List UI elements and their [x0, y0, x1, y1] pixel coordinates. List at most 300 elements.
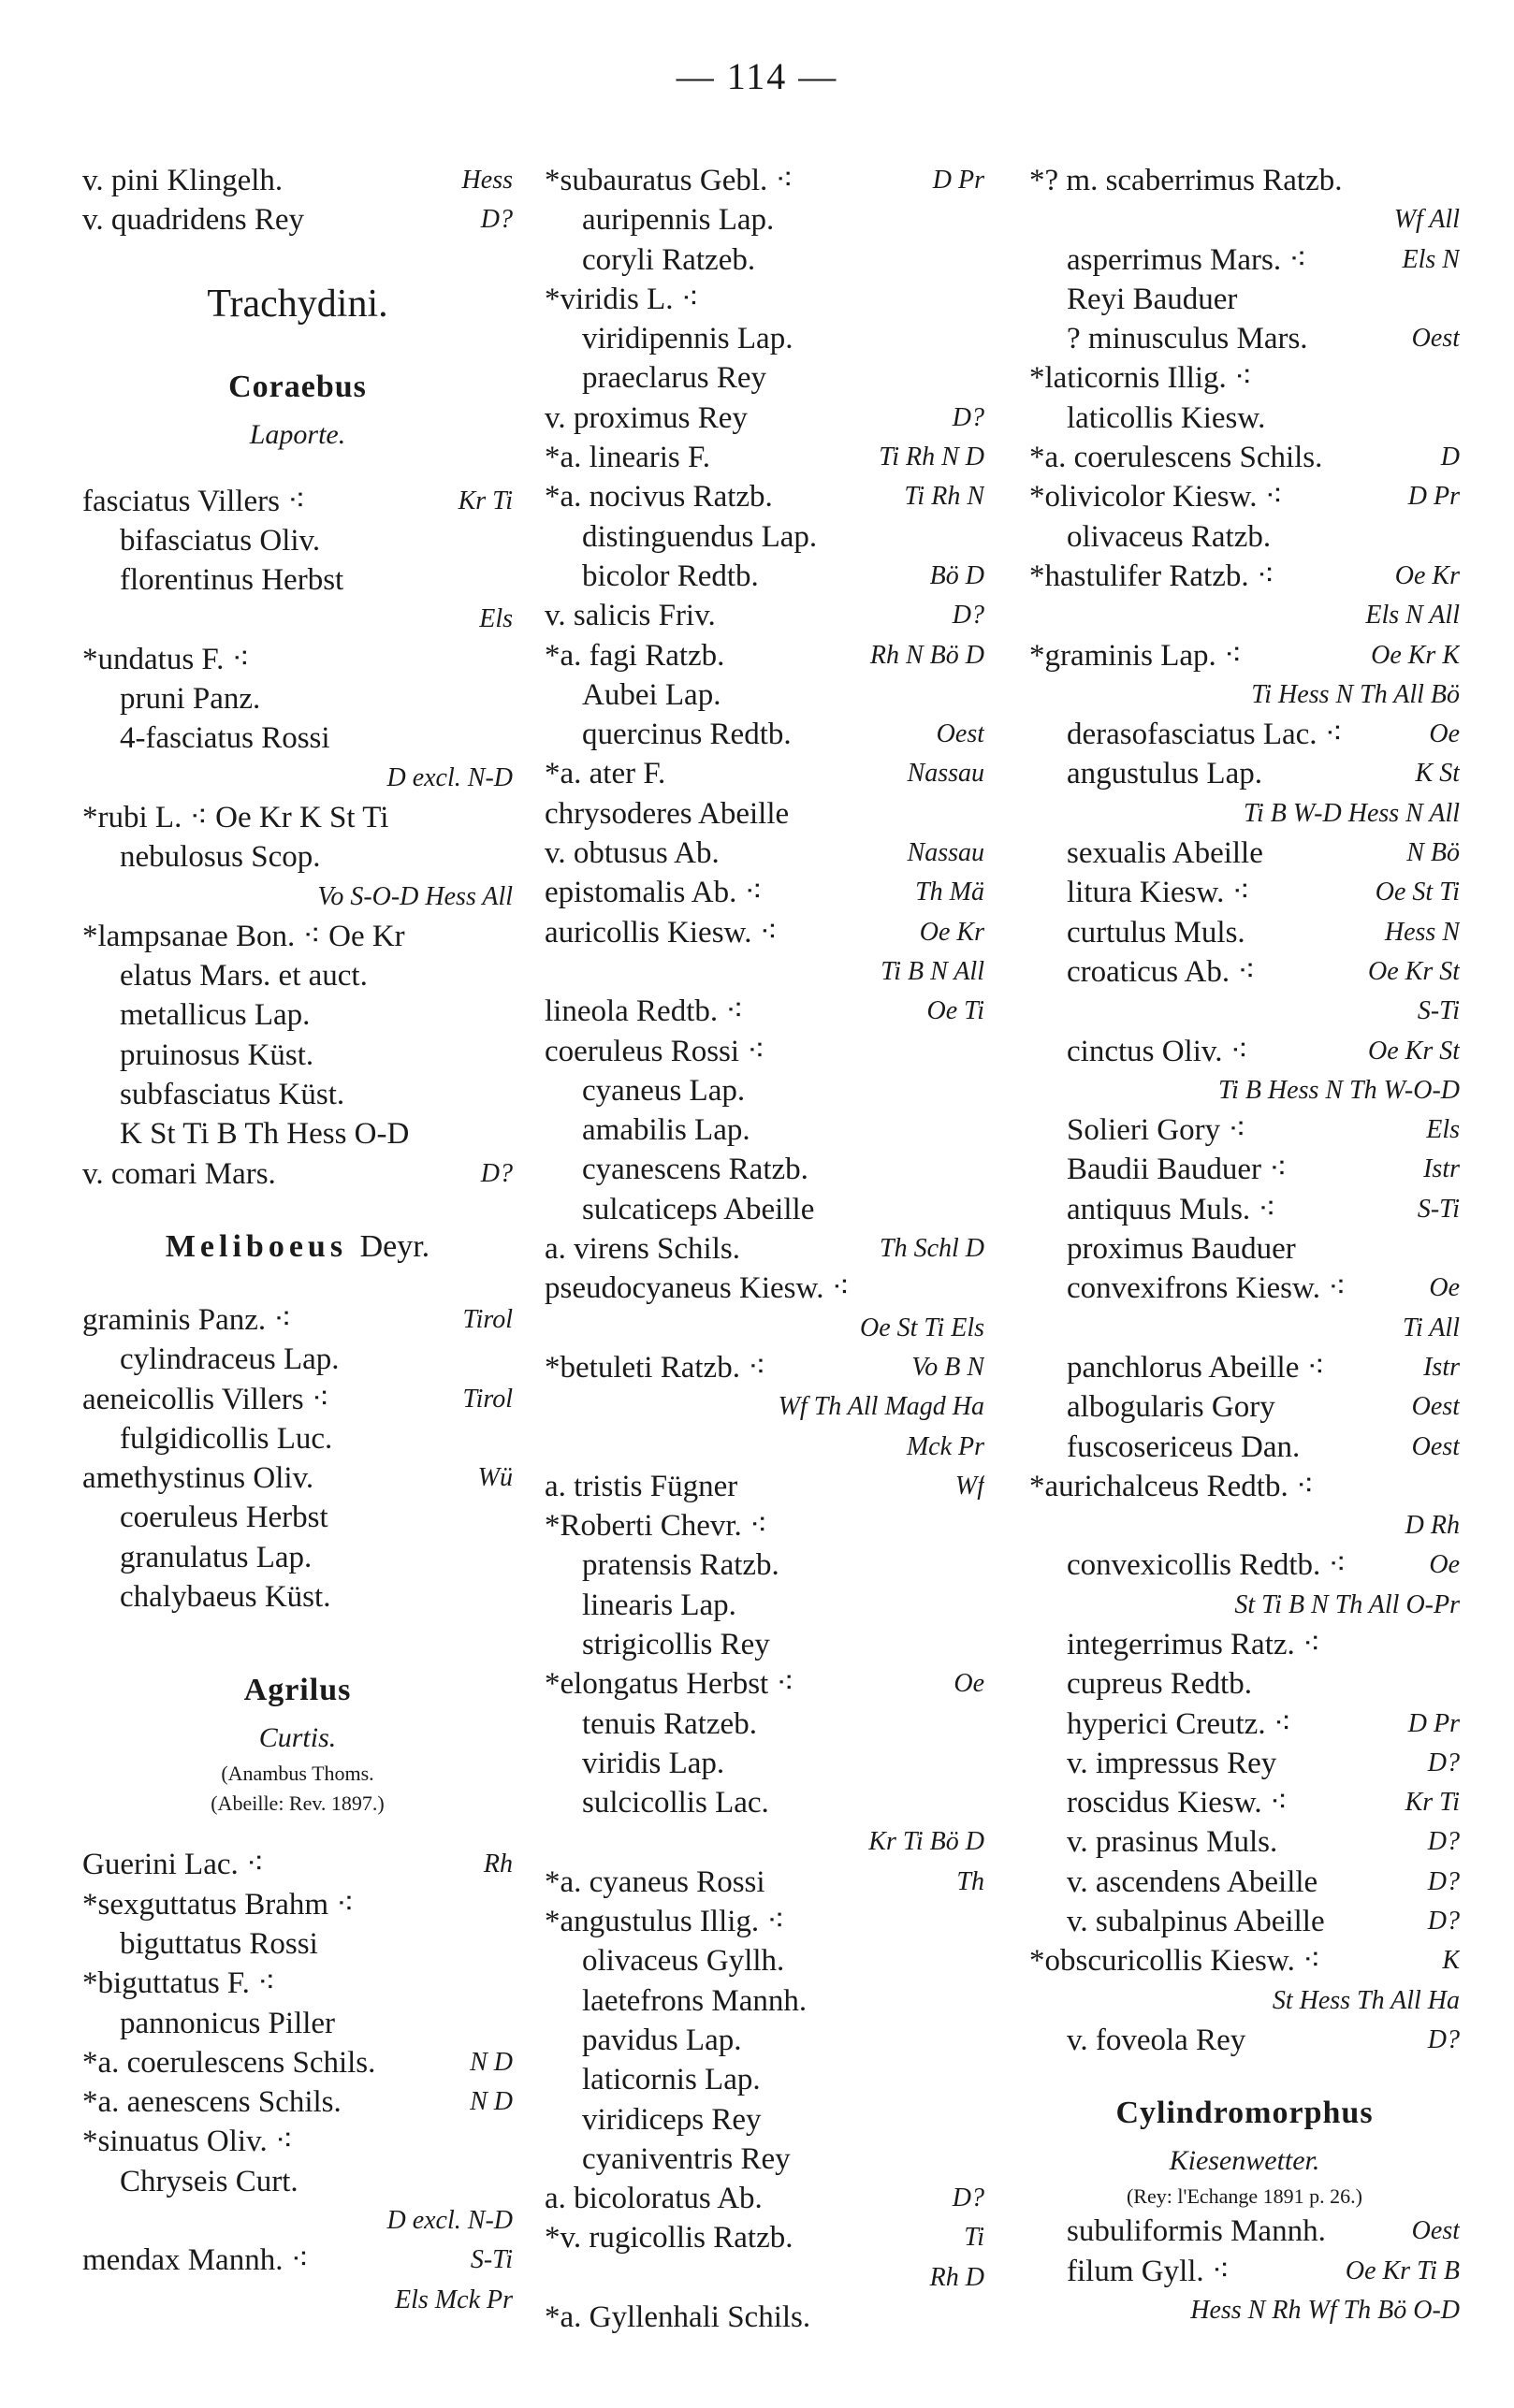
distribution: N Bö [1406, 838, 1460, 868]
genus-name: Meliboeus [165, 1228, 348, 1264]
species-line [545, 596, 984, 635]
distribution: Ti B W-D Hess N All [1243, 798, 1460, 828]
species-name: fasciatus Villers ⁖ [82, 484, 306, 518]
genus-heading-cylindromorphus: Cylindromorphus [1115, 2096, 1374, 2131]
species-line [1029, 1190, 1460, 1229]
species-name: chrysoderes Abeille [545, 796, 790, 831]
species-name: *aurichalceus Redtb. ⁖ [1029, 1469, 1315, 1503]
distribution: Nassau [907, 838, 984, 868]
distribution: Oe Kr K [1371, 640, 1460, 670]
species-name: angustulus Lap. [1067, 757, 1262, 791]
species-line [82, 200, 513, 239]
species-line [82, 878, 513, 917]
species-name: *a. fagi Ratzb. [545, 638, 725, 673]
distribution: D? [480, 205, 513, 235]
species-line [545, 1229, 984, 1269]
distribution: Oe St Ti Els [859, 1313, 984, 1342]
species-name: hyperici Creutz. ⁖ [1067, 1706, 1292, 1741]
species-line [1029, 1428, 1460, 1467]
species-line [82, 600, 513, 639]
distribution: D excl. N-D [386, 762, 513, 792]
species-line [82, 1300, 513, 1340]
species-line [1029, 358, 1460, 398]
species-name: *? m. scaberrimus Ratzb. [1029, 164, 1343, 197]
species-line [82, 2162, 513, 2201]
species-line [545, 1071, 984, 1110]
species-name: chalybaeus Küst. [120, 1580, 331, 1615]
species-name: filum Gyll. ⁖ [1067, 2254, 1230, 2288]
distribution: D Pr [932, 166, 984, 195]
distribution: Els [1426, 1115, 1460, 1145]
species-line [545, 2060, 984, 2099]
species-name: Guerini Lac. ⁖ [82, 1848, 265, 1882]
species-line [1029, 2212, 1460, 2251]
species-line [545, 1032, 984, 1071]
species-line [545, 1110, 984, 1150]
species-line [1029, 1981, 1460, 2021]
species-name: amabilis Lap. [582, 1113, 750, 1148]
species-line [545, 1625, 984, 1664]
species-name: curtulus Muls. [1067, 915, 1245, 950]
distribution: Oe [1429, 1550, 1460, 1580]
species-name: v. impressus Rey [1067, 1746, 1277, 1780]
page-number: — 114 — [676, 55, 838, 97]
species-line [1029, 1348, 1460, 1387]
species-line [1029, 557, 1460, 596]
species-name: Reyi Bauduer [1067, 282, 1238, 316]
genus-heading-agrilus: Agrilus [243, 1673, 352, 1708]
species-line [545, 2179, 984, 2218]
species-line [1029, 1467, 1460, 1506]
species-name: olivaceus Gyllh. [582, 1944, 785, 1979]
species-line [545, 992, 984, 1031]
species-name: panchlorus Abeille ⁖ [1067, 1350, 1325, 1385]
species-name: a. virens Schils. [545, 1232, 740, 1267]
species-line [82, 2082, 513, 2122]
species-line [82, 1538, 513, 1577]
species-name: *elongatus Herbst ⁖ [545, 1667, 794, 1702]
species-name: *v. rugicollis Ratzb. [545, 2221, 793, 2256]
species-line [1029, 1150, 1460, 1189]
species-line [82, 1498, 513, 1537]
species-line [82, 1419, 513, 1458]
species-name: *hastulifer Ratzb. ⁖ [1029, 558, 1275, 593]
species-name: biguttatus Rossi [120, 1926, 318, 1961]
species-name: v. quadridens Rey [82, 203, 305, 238]
entry-list [82, 161, 513, 240]
distribution: Oest [1411, 1431, 1460, 1461]
species-line [1029, 992, 1460, 1031]
species-line [1029, 1032, 1460, 1071]
distribution: K [1442, 1946, 1460, 1976]
species-line [545, 1467, 984, 1506]
species-name: coeruleus Rossi ⁖ [545, 1034, 765, 1068]
distribution: D? [1427, 1866, 1460, 1896]
distribution: Oe Ti [926, 996, 984, 1026]
species-line [1029, 1744, 1460, 1783]
species-name: pruinosus Küst. [120, 1037, 314, 1072]
distribution: N D [470, 2047, 513, 2077]
species-name: *biguttatus F. ⁖ [82, 1966, 276, 2001]
species-line [545, 1822, 984, 1862]
distribution: D? [952, 2183, 984, 2213]
species-line [1029, 1941, 1460, 1980]
distribution: Oe [954, 1669, 984, 1699]
distribution: St Ti B N Th All O-Pr [1234, 1589, 1460, 1619]
species-name: K St Ti B Th Hess O-D [120, 1117, 410, 1152]
species-line [82, 2241, 513, 2280]
distribution: Bö D [929, 560, 984, 590]
species-line [545, 1664, 984, 1704]
species-line [545, 1744, 984, 1783]
species-line [1029, 1863, 1460, 1902]
species-line [1029, 2021, 1460, 2060]
species-name: *a. cyaneus Rossi [545, 1864, 765, 1899]
species-line [82, 2281, 513, 2320]
species-line [545, 1428, 984, 1467]
species-name: *Roberti Chevr. ⁖ [545, 1509, 768, 1544]
species-name: croaticus Ab. ⁖ [1067, 954, 1256, 989]
species-line [545, 1506, 984, 1545]
species-line [545, 517, 984, 557]
species-line [545, 2298, 984, 2337]
species-name: *sexguttatus Brahm ⁖ [82, 1887, 355, 1922]
species-line [82, 956, 513, 995]
species-line [82, 560, 513, 600]
entry-list [82, 1845, 513, 2320]
species-name: Baudii Bauduer ⁖ [1067, 1153, 1288, 1187]
species-name: elatus Mars. et auct. [120, 959, 368, 994]
species-line [545, 1545, 984, 1585]
distribution: Istr [1423, 1352, 1460, 1382]
species-name: pratensis Ratzb. [582, 1548, 779, 1583]
species-name: v. comari Mars. [82, 1156, 276, 1191]
species-name: *viridis L. ⁖ [545, 282, 700, 316]
distribution: Wf All [1393, 205, 1460, 235]
species-name: Solieri Gory ⁖ [1067, 1113, 1246, 1148]
species-name: *betuleti Ratzb. ⁖ [545, 1350, 766, 1385]
species-name: fulgidicollis Luc. [120, 1421, 333, 1456]
species-line [82, 2043, 513, 2082]
column-1 [82, 161, 513, 2320]
entry-list [82, 482, 513, 1194]
genus-author: Kiesenwetter. [1169, 2145, 1320, 2177]
species-name: *rubi L. ⁖ Oe Kr K St Ti [82, 800, 389, 834]
species-line [545, 1941, 984, 1980]
species-line [545, 1902, 984, 1941]
distribution: Oest [1411, 324, 1460, 354]
species-line [1029, 754, 1460, 793]
species-line [82, 161, 513, 200]
distribution: Tirol [462, 1304, 513, 1334]
species-line [545, 873, 984, 912]
species-name: subfasciatus Küst. [120, 1078, 345, 1112]
species-line [545, 2100, 984, 2140]
species-name: mendax Mannh. ⁖ [82, 2243, 310, 2278]
species-line [545, 1704, 984, 1744]
species-line [1029, 1783, 1460, 1822]
species-line [82, 798, 513, 837]
distribution: Oest [936, 719, 984, 749]
species-line [1029, 161, 1460, 200]
species-name: albogularis Gory [1067, 1390, 1275, 1425]
species-line [1029, 1545, 1460, 1585]
distribution: Oe Kr [1394, 560, 1460, 590]
species-name: amethystinus Oliv. [82, 1461, 314, 1496]
species-line [545, 1783, 984, 1822]
distribution: Vo B N [911, 1352, 984, 1382]
species-line [545, 399, 984, 438]
species-name: pseudocyaneus Kiesw. ⁖ [545, 1271, 851, 1306]
species-name: v. prasinus Muls. [1067, 1825, 1278, 1860]
species-line [82, 1036, 513, 1075]
species-line [82, 1924, 513, 1964]
species-name: derasofasciatus Lac. ⁖ [1067, 718, 1344, 752]
distribution: Wü [477, 1463, 513, 1493]
species-line [82, 679, 513, 718]
distribution: D? [1427, 1748, 1460, 1777]
species-line [1029, 1586, 1460, 1625]
species-line [545, 358, 984, 398]
species-line [545, 1863, 984, 1902]
species-name: pannonicus Piller [120, 2006, 336, 2040]
entry-list [545, 161, 984, 2337]
species-name: cyaniventris Rey [582, 2141, 791, 2176]
species-line [1029, 834, 1460, 873]
species-name: olivaceus Ratzb. [1067, 519, 1272, 554]
genus-author: Laporte. [249, 418, 346, 450]
species-name: pruni Panz. [120, 682, 261, 717]
species-line [82, 1845, 513, 1884]
species-name: v. salicis Friv. [545, 599, 716, 633]
distribution: Ti [964, 2223, 984, 2253]
species-name: laetefrons Mannh. [582, 1983, 808, 2018]
species-name: auricollis Kiesw. ⁖ [545, 915, 779, 950]
distribution: Istr [1423, 1154, 1460, 1184]
distribution: Oe Kr St [1368, 956, 1460, 986]
species-name: v. obtusus Ab. [545, 836, 720, 871]
species-line [82, 1114, 513, 1153]
distribution: Ti Hess N Th All Bö [1251, 679, 1460, 709]
species-line [545, 2021, 984, 2060]
species-line [545, 1150, 984, 1189]
species-name: granulatus Lap. [120, 1540, 313, 1574]
species-line [545, 477, 984, 516]
genus-author: Deyr. [359, 1228, 430, 1264]
entry-list [1029, 161, 1460, 2060]
species-line [545, 834, 984, 873]
distribution: Th Mä [915, 878, 984, 907]
species-line [1029, 1269, 1460, 1308]
species-name: *a. Gyllenhali Schils. [545, 2300, 811, 2335]
species-line [1029, 715, 1460, 754]
species-name: cylindraceus Lap. [120, 1342, 340, 1377]
species-name: integerrimus Ratz. ⁖ [1067, 1627, 1321, 1661]
species-name: sulcicollis Lac. [582, 1786, 769, 1821]
distribution: Hess N Rh Wf Th Bö O-D [1190, 2295, 1460, 2325]
distribution: Oe St Ti [1375, 878, 1460, 907]
species-name: v. foveola Rey [1067, 2023, 1246, 2057]
species-name: nebulosus Scop. [120, 840, 321, 875]
species-name: bifasciatus Oliv. [120, 523, 321, 558]
species-line [82, 1458, 513, 1498]
species-name: *subauratus Gebl. ⁖ [545, 164, 793, 197]
distribution: Oest [1411, 1392, 1460, 1422]
species-name: proximus Bauduer [1067, 1232, 1296, 1267]
species-name: viridis Lap. [582, 1746, 725, 1780]
species-line [1029, 2291, 1460, 2330]
genus-author: Curtis. [258, 1722, 337, 1754]
genus-note: (Abeille: Rev. 1897.) [211, 1791, 385, 1816]
distribution: S-Ti [1417, 1194, 1460, 1224]
species-name: convexifrons Kiesw. ⁖ [1067, 1271, 1347, 1306]
species-line [1029, 280, 1460, 319]
species-line [545, 200, 984, 239]
species-line [1029, 240, 1460, 280]
distribution: D Pr [1407, 482, 1460, 512]
species-name: fuscosericeus Dan. [1067, 1429, 1301, 1464]
distribution: D excl. N-D [386, 2205, 513, 2235]
distribution: D? [952, 402, 984, 432]
species-name: florentinus Herbst [120, 563, 344, 598]
distribution: Rh D [929, 2262, 984, 2292]
species-line [1029, 794, 1460, 834]
distribution: Th Schl D [880, 1234, 984, 1264]
distribution: Tirol [462, 1384, 513, 1414]
species-line [82, 1340, 513, 1379]
species-name: litura Kiesw. ⁖ [1067, 876, 1250, 910]
species-name: v. ascendens Abeille [1067, 1864, 1318, 1899]
species-line [545, 161, 984, 200]
species-line [545, 1190, 984, 1229]
species-line [1029, 477, 1460, 516]
species-name: auripennis Lap. [582, 203, 775, 238]
column-2 [545, 161, 984, 2337]
species-line [1029, 952, 1460, 992]
species-line [545, 1309, 984, 1348]
species-line [1029, 1664, 1460, 1704]
species-line [1029, 1902, 1460, 1941]
distribution: Oe [1429, 719, 1460, 749]
distribution: K St [1415, 759, 1460, 789]
distribution: Rh [483, 1850, 513, 1879]
species-line [1029, 200, 1460, 239]
species-line [545, 675, 984, 715]
distribution: Els [479, 604, 513, 634]
species-name: metallicus Lap. [120, 998, 311, 1033]
distribution: Oest [1411, 2216, 1460, 2246]
species-line [1029, 1309, 1460, 1348]
species-name: strigicollis Rey [582, 1627, 770, 1661]
distribution: D Rh [1405, 1511, 1460, 1541]
species-name: quercinus Redtb. [582, 718, 792, 752]
genus-note: (Rey: l'Echange 1891 p. 26.) [1126, 2184, 1362, 2209]
distribution: D? [952, 601, 984, 631]
species-name: *lampsanae Bon. ⁖ Oe Kr [82, 919, 405, 953]
distribution: S-Ti [470, 2245, 513, 2275]
entry-list [1029, 2212, 1460, 2330]
species-line [545, 2258, 984, 2298]
distribution: Ti B Hess N Th W-O-D [1218, 1075, 1460, 1105]
species-line [545, 1586, 984, 1625]
distribution: Els Mck Pr [395, 2285, 513, 2314]
species-line [545, 794, 984, 834]
genus-heading-meliboeus [82, 1220, 513, 1274]
species-name: lineola Redtb. ⁖ [545, 994, 744, 1029]
species-name: distinguendus Lap. [582, 519, 818, 554]
species-name: ? minusculus Mars. [1067, 322, 1308, 356]
species-line [1029, 517, 1460, 557]
species-name: linearis Lap. [582, 1588, 736, 1622]
species-name: Aubei Lap. [582, 677, 721, 712]
distribution: S-Ti [1417, 996, 1460, 1026]
species-name: graminis Panz. ⁖ [82, 1302, 292, 1337]
species-line [1029, 636, 1460, 675]
species-name: antiquus Muls. ⁖ [1067, 1192, 1276, 1226]
species-name: asperrimus Mars. ⁖ [1067, 242, 1307, 277]
species-line [82, 1577, 513, 1617]
species-line [545, 636, 984, 675]
species-line [1029, 1822, 1460, 1862]
species-line [82, 2122, 513, 2161]
species-name: 4-fasciatus Rossi [120, 721, 330, 756]
species-name: *sinuatus Oliv. ⁖ [82, 2125, 294, 2159]
species-line [545, 715, 984, 754]
species-line [545, 240, 984, 280]
distribution: D? [1427, 1907, 1460, 1937]
species-name: roscidus Kiesw. ⁖ [1067, 1786, 1288, 1821]
species-name: *undatus F. ⁖ [82, 642, 250, 676]
species-line [1029, 1110, 1460, 1150]
distribution: Ti All [1403, 1313, 1460, 1342]
distribution: Nassau [907, 759, 984, 789]
species-line [545, 754, 984, 793]
distribution: Hess N [1384, 917, 1460, 947]
species-line [545, 319, 984, 358]
species-line [545, 280, 984, 319]
species-line [1029, 873, 1460, 912]
distribution: Mck Pr [906, 1431, 984, 1461]
species-name: *laticornis Illig. ⁖ [1029, 361, 1253, 396]
species-line [82, 640, 513, 679]
species-name: laticornis Lap. [582, 2063, 761, 2097]
genus-heading-coraebus: Coraebus [228, 369, 367, 404]
species-line [82, 1964, 513, 2003]
species-line [1029, 1625, 1460, 1664]
species-line [545, 557, 984, 596]
species-name: bicolor Redtb. [582, 558, 759, 593]
species-line [545, 438, 984, 477]
species-name: *a. coerulescens Schils. [1029, 441, 1323, 475]
entry-list [82, 1300, 513, 1617]
species-line [82, 2004, 513, 2043]
species-name: laticollis Kiesw. [1067, 400, 1266, 435]
species-line [82, 917, 513, 956]
species-line [82, 1154, 513, 1194]
species-name: *a. ater F. [545, 757, 666, 791]
species-line [545, 1348, 984, 1387]
species-line [545, 1269, 984, 1308]
species-line [545, 1981, 984, 2021]
distribution: Oe Kr Ti B [1345, 2256, 1460, 2285]
species-line [545, 913, 984, 952]
species-line [545, 952, 984, 992]
species-name: *graminis Lap. ⁖ [1029, 638, 1243, 673]
species-name: v. proximus Rey [545, 400, 748, 435]
species-line [82, 759, 513, 798]
species-line [82, 521, 513, 560]
species-name: sexualis Abeille [1067, 836, 1263, 871]
